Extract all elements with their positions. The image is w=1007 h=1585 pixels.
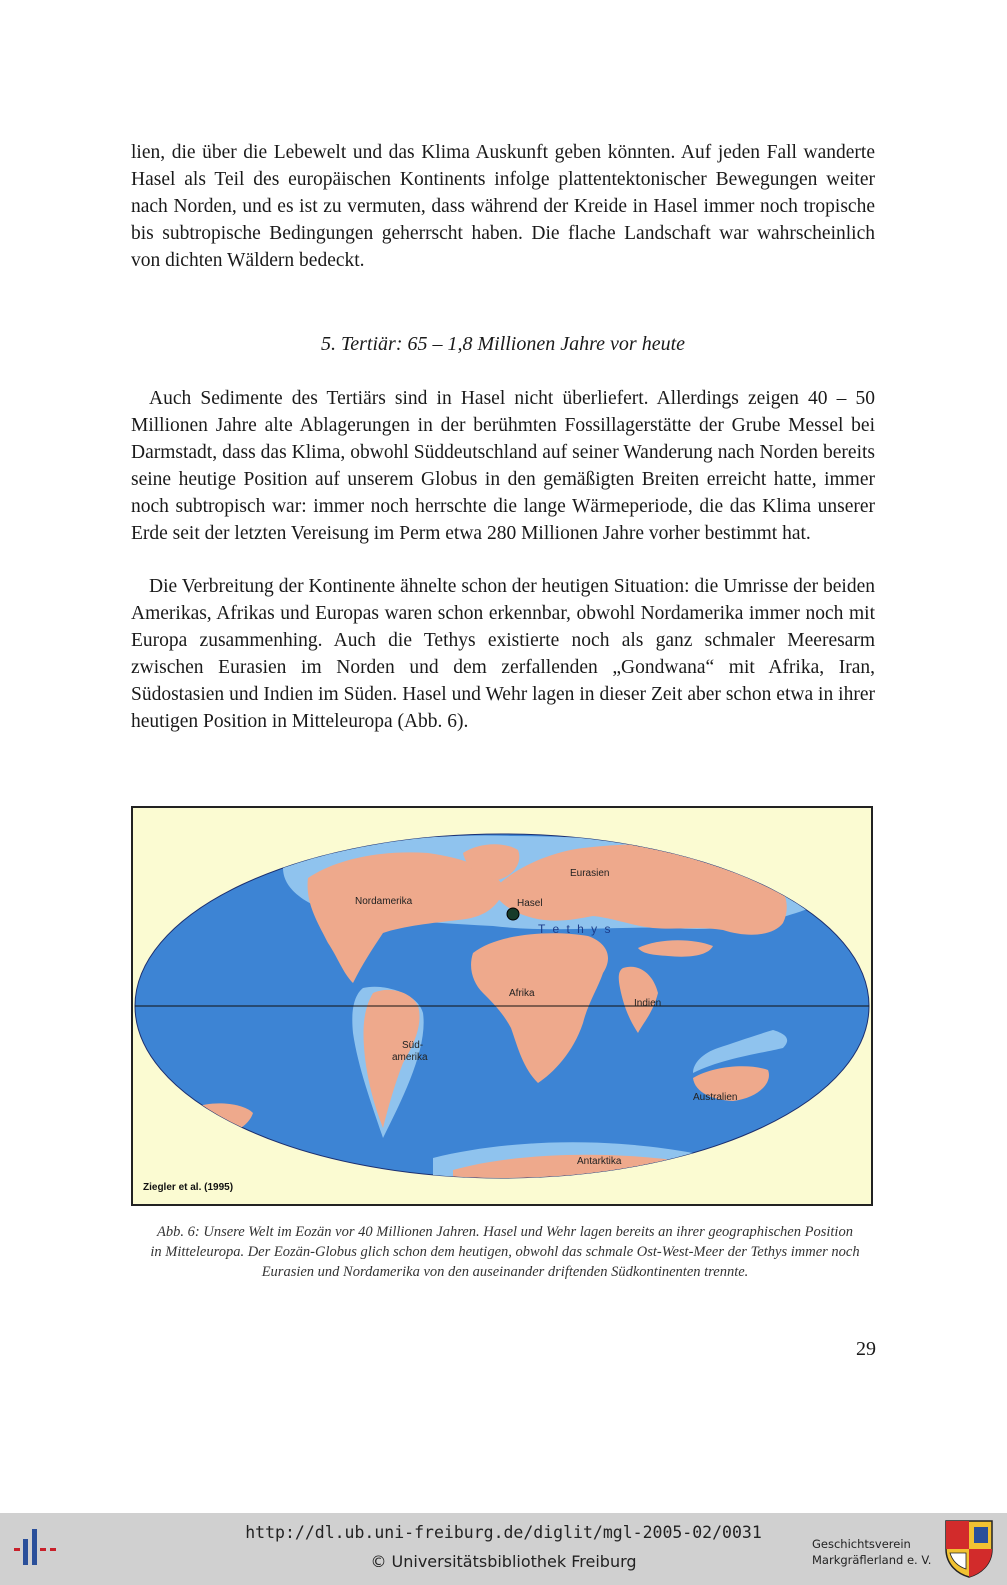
label-indien: Indien xyxy=(634,998,662,1009)
figure-credit: Ziegler et al. (1995) xyxy=(143,1182,234,1193)
section-heading: 5. Tertiär: 65 – 1,8 Millionen Jahre vor heute xyxy=(320,333,686,355)
society-name-line2: Markgräflerland e. V. xyxy=(812,1553,932,1567)
label-afrika: Afrika xyxy=(509,988,535,999)
hasel-location-marker xyxy=(507,908,519,920)
label-tethys: T e t h y s xyxy=(538,922,613,936)
paragraph-3: Die Verbreitung der Kontinente ähnelte schon der heutigen Situation: die Umrisse der beiden Amerikas, Afrikas und Europas waren schon erkennbar, obwohl Nordamerika immer noch mit Europa zusammenhing. Auch die Tethys existierte noch als ganz schmaler Meeresarm zwischen Eurasien im Norden und dem zerfallenden „Gondwana“ mit Afrika, Iran, Südostasien und Indien im Süden. Hasel und Wehr lagen in dieser Zeit aber schon etwa in ihrer heutigen Position in Mitteleuropa (Abb. 6). xyxy=(131,576,875,732)
footer-url-link[interactable]: http://dl.ub.uni-freiburg.de/diglit/mgl-2005-02/0031 xyxy=(245,1523,762,1542)
page-number: 29 xyxy=(856,1338,876,1360)
label-nordamerika: Nordamerika xyxy=(355,896,413,907)
label-eurasien: Eurasien xyxy=(570,868,610,879)
label-antarktika: Antarktika xyxy=(577,1156,622,1167)
label-australien: Australien xyxy=(693,1092,738,1103)
footer-bar xyxy=(0,1513,1007,1585)
paragraph-1: lien, die über die Lebewelt und das Klima Auskunft geben könnten. Auf jeden Fall wanderte Hasel als Teil des europäischen Kontinents infolge plattentektonischer Bewegungen weiter nach Norden, und es ist zu vermuten, dass während der Kreide in Hasel immer noch tropische bis subtropische Bedingungen geherrscht haben. Die flache Landschaft war wahrscheinlich von dichten Wäldern bedeckt. xyxy=(131,142,875,271)
society-name-line1: Geschichtsverein xyxy=(812,1537,911,1551)
coat-of-arms-icon xyxy=(944,1519,994,1579)
paragraph-2: Auch Sedimente des Tertiärs sind in Hasel nicht überliefert. Allerdings zeigen 40 – 50 Millionen Jahre alte Ablagerungen in der berühmten Fossillagerstätte der Grube Messel bei Darmstadt, dass das Klima, obwohl Süddeutschland auf seiner Wanderung nach Norden bereits seine heutige Position auf unserem Globus in den gemäßigten Breiten erreicht hatte, immer noch subtropisch war: immer noch herrschte die lange Wärmeperiode, die das Klima unserer Erde seit der letzten Vereisung im Perm etwa 280 Millionen Jahre vorher bestimmt hat. xyxy=(131,388,875,544)
figure-caption: Abb. 6: Unsere Welt im Eozän vor 40 Millionen Jahren. Hasel und Wehr lagen bereits an ihrer geographischen Position in Mitteleuropa. Der Eozän-Globus glich schon dem heutigen, obwohl das schmale Ost-West-Meer der Tethys immer noch Eurasien und Nordamerika von den auseinander driftenden Südkontinenten trennte. xyxy=(150,1224,860,1280)
eocene-world-map-figure xyxy=(131,806,873,1206)
footer-copyright: © Universitätsbibliothek Freiburg xyxy=(370,1552,637,1571)
ub-logo-icon xyxy=(14,1529,64,1569)
label-suedamerika-line2: amerika xyxy=(392,1052,428,1063)
society-name xyxy=(812,1536,942,1568)
label-suedamerika-line1: Süd- xyxy=(402,1040,424,1051)
eocene-world-map xyxy=(133,808,871,1204)
land-southwest-fragment xyxy=(193,1103,253,1134)
label-hasel: Hasel xyxy=(517,898,543,909)
